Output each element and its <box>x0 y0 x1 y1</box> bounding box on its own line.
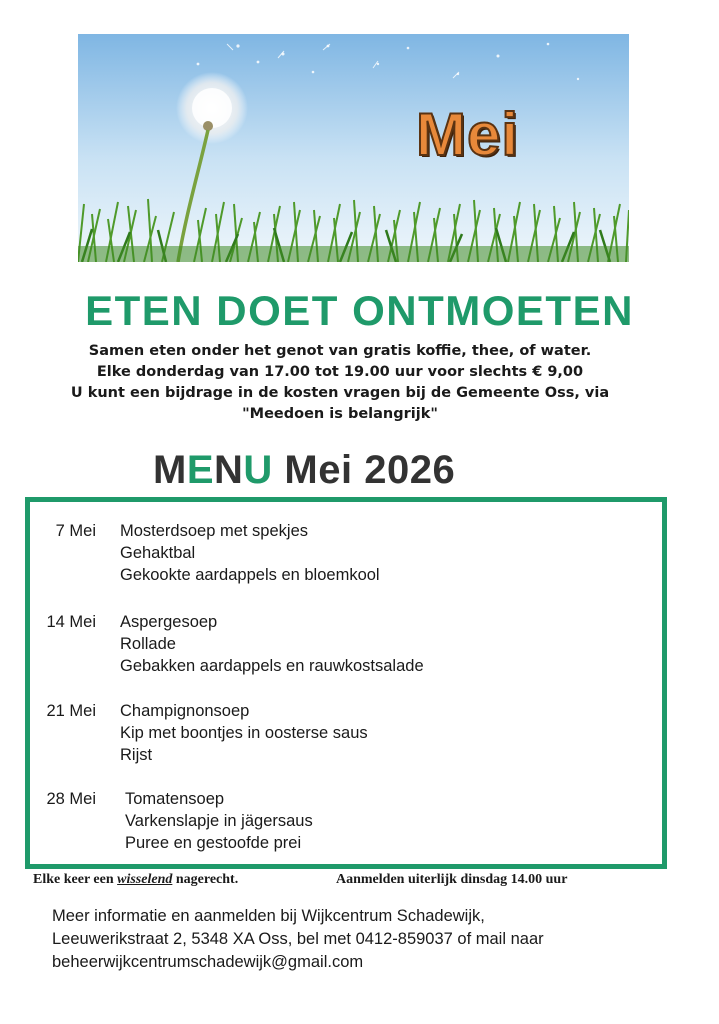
menu-date: 28 Mei <box>46 790 96 808</box>
menu-title-month: Mei 2026 <box>272 448 456 492</box>
menu-dishes <box>125 788 313 854</box>
banner-image <box>78 34 629 262</box>
intro-line: "Meedoen is belangrijk" <box>242 406 438 422</box>
menu-dish: Gehaktbal <box>120 544 196 562</box>
banner-month-word: Mei <box>416 101 520 168</box>
menu-dishes <box>120 520 380 586</box>
menu-title <box>153 448 455 493</box>
menu-dish: Aspergesoep <box>120 613 218 631</box>
menu-dish: Gekookte aardappels en bloemkool <box>120 566 380 584</box>
dessert-note-text: nagerecht. <box>172 872 239 887</box>
contact-line: Leeuwerikstraat 2, 5348 XA Oss, bel met 0412-859037 of mail naar <box>52 930 544 948</box>
menu-dish: Varkenslapje in jägersaus <box>125 812 313 830</box>
menu-title-letter: U <box>243 448 273 492</box>
menu-date: 14 Mei <box>46 613 96 631</box>
menu-date: 7 Mei <box>55 522 96 540</box>
menu-dish: Champignonsoep <box>120 702 250 720</box>
menu-title-letter: E <box>186 448 215 492</box>
menu-date: 21 Mei <box>46 702 96 720</box>
menu-title-letter: M <box>153 448 187 492</box>
dandelion-grass-photo <box>78 34 629 262</box>
page-headline: ETEN DOET ONTMOETEN <box>85 287 634 334</box>
menu-dish: Gebakken aardappels en rauwkostsalade <box>120 657 424 675</box>
dessert-note-emphasis: wisselend <box>117 872 173 887</box>
menu-dish: Kip met boontjes in oosterse saus <box>120 724 368 742</box>
intro-text <box>0 341 680 425</box>
menu-box <box>25 497 667 869</box>
registration-deadline: Aanmelden uiterlijk dinsdag 14.00 uur <box>336 872 568 887</box>
menu-dish: Rijst <box>120 746 153 764</box>
menu-dish: Mosterdsoep met spekjes <box>120 522 309 540</box>
menu-dish: Rollade <box>120 635 176 653</box>
intro-line: U kunt een bijdrage in de kosten vragen bij de Gemeente Oss, via <box>70 385 610 401</box>
menu-dishes <box>120 700 368 766</box>
intro-line: Samen eten onder het genot van gratis koffie, thee, of water. <box>88 343 592 359</box>
menu-title-letter: N <box>214 448 244 492</box>
dessert-note-text: Elke keer een <box>33 872 118 887</box>
intro-line: Elke donderdag van 17.00 tot 19.00 uur voor slechts € 9,00 <box>96 364 584 380</box>
menu-dish: Tomatensoep <box>125 790 225 808</box>
contact-line: Meer informatie en aanmelden bij Wijkcentrum Schadewijk, <box>52 907 485 925</box>
dessert-note <box>33 872 238 888</box>
contact-info <box>52 905 692 974</box>
contact-email[interactable]: beheerwijkcentrumschadewijk@gmail.com <box>52 953 364 971</box>
menu-dishes <box>120 611 424 677</box>
menu-dish: Puree en gestoofde prei <box>125 834 302 852</box>
